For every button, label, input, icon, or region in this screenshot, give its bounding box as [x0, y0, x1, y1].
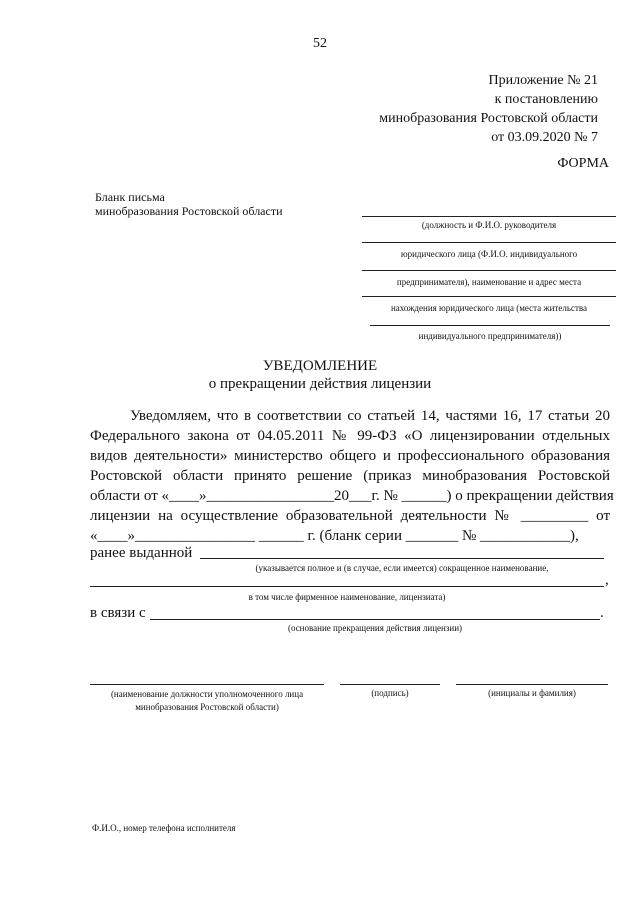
licensee-caption: в том числе фирменное наименование, лицензиата) [248, 592, 446, 602]
initials-caption: (инициалы и фамилия) [488, 688, 576, 698]
issued-caption: (указывается полное и (в случае, если имеется) сокращенное наименование, [255, 563, 549, 573]
addressee-caption-1: (должность и Ф.И.О. руководителя [421, 220, 557, 230]
issued-line [200, 558, 604, 559]
letterhead-line1: Бланк письма [95, 190, 165, 204]
addressee-line-5 [370, 325, 610, 326]
addressee-caption-3: предпринимателя), наименование и адрес места [396, 277, 582, 287]
body-line-2: Федерального закона от 04.05.2011 № 99-ФЗ «О лицензировании отдельных [90, 428, 610, 444]
reason-line [150, 619, 600, 620]
addressee-line-1 [362, 216, 616, 217]
position-line [90, 684, 324, 685]
addressee-caption-2: юридического лица (Ф.И.О. индивидуального [400, 249, 578, 259]
position-caption-2: минобразования Ростовской области) [135, 702, 279, 712]
signature-line [340, 684, 440, 685]
notice-subtitle: о прекращении действия лицензии [208, 376, 432, 392]
licensee-line [90, 586, 604, 587]
letterhead-line2: минобразования Ростовской области [95, 204, 283, 218]
initials-line [456, 684, 608, 685]
position-caption [90, 688, 324, 714]
body-line-1: Уведомляем, что в соответствии со статьей 14, частями 16, 17 статьи 20 [130, 408, 610, 424]
addressee-line-2 [362, 242, 616, 243]
addressee-line-3 [362, 270, 616, 271]
licensee-comma: , [605, 572, 609, 588]
appendix-block [379, 71, 598, 147]
form-label: ФОРМА [557, 156, 609, 171]
reason-label: в связи с [90, 605, 146, 621]
issued-label: ранее выданной [90, 545, 193, 561]
addressee-caption-5: индивидуального предпринимателя)) [418, 331, 562, 341]
reason-caption: (основание прекращения действия лицензии) [287, 623, 463, 633]
signature-caption: (подпись) [371, 688, 409, 698]
addressee-line-4 [362, 296, 616, 297]
addressee-caption-4: нахождения юридического лица (места жительства [390, 303, 588, 313]
appendix-ministry: минобразования Ростовской области [379, 111, 598, 126]
page-number: 52 [313, 36, 327, 51]
appendix-date: от 03.09.2020 № 7 [491, 130, 598, 145]
appendix-number: Приложение № 21 [488, 73, 598, 88]
body-line-6: лицензии на осуществление образовательной деятельности № _________ от [90, 508, 610, 524]
body-line-7: «____»________________ ______ г. (бланк серии _______ № ____________), [90, 528, 579, 544]
reason-period: . [600, 605, 604, 621]
appendix-ref: к постановлению [494, 92, 598, 107]
body-line-3: видов деятельности» министерство общего и профессионального образования [90, 448, 610, 464]
notice-body [90, 406, 614, 546]
position-caption-1: (наименование должности уполномоченного лица [110, 689, 304, 699]
letterhead [95, 190, 283, 218]
body-line-5: области от «____»_________________20___г. № ______) о прекращении действия [90, 488, 614, 504]
executor-note: Ф.И.О., номер телефона исполнителя [92, 823, 236, 833]
body-line-4: Ростовской области принято решение (приказ минобразования Ростовской [90, 468, 610, 484]
notice-title: УВЕДОМЛЕНИЕ [262, 358, 378, 374]
